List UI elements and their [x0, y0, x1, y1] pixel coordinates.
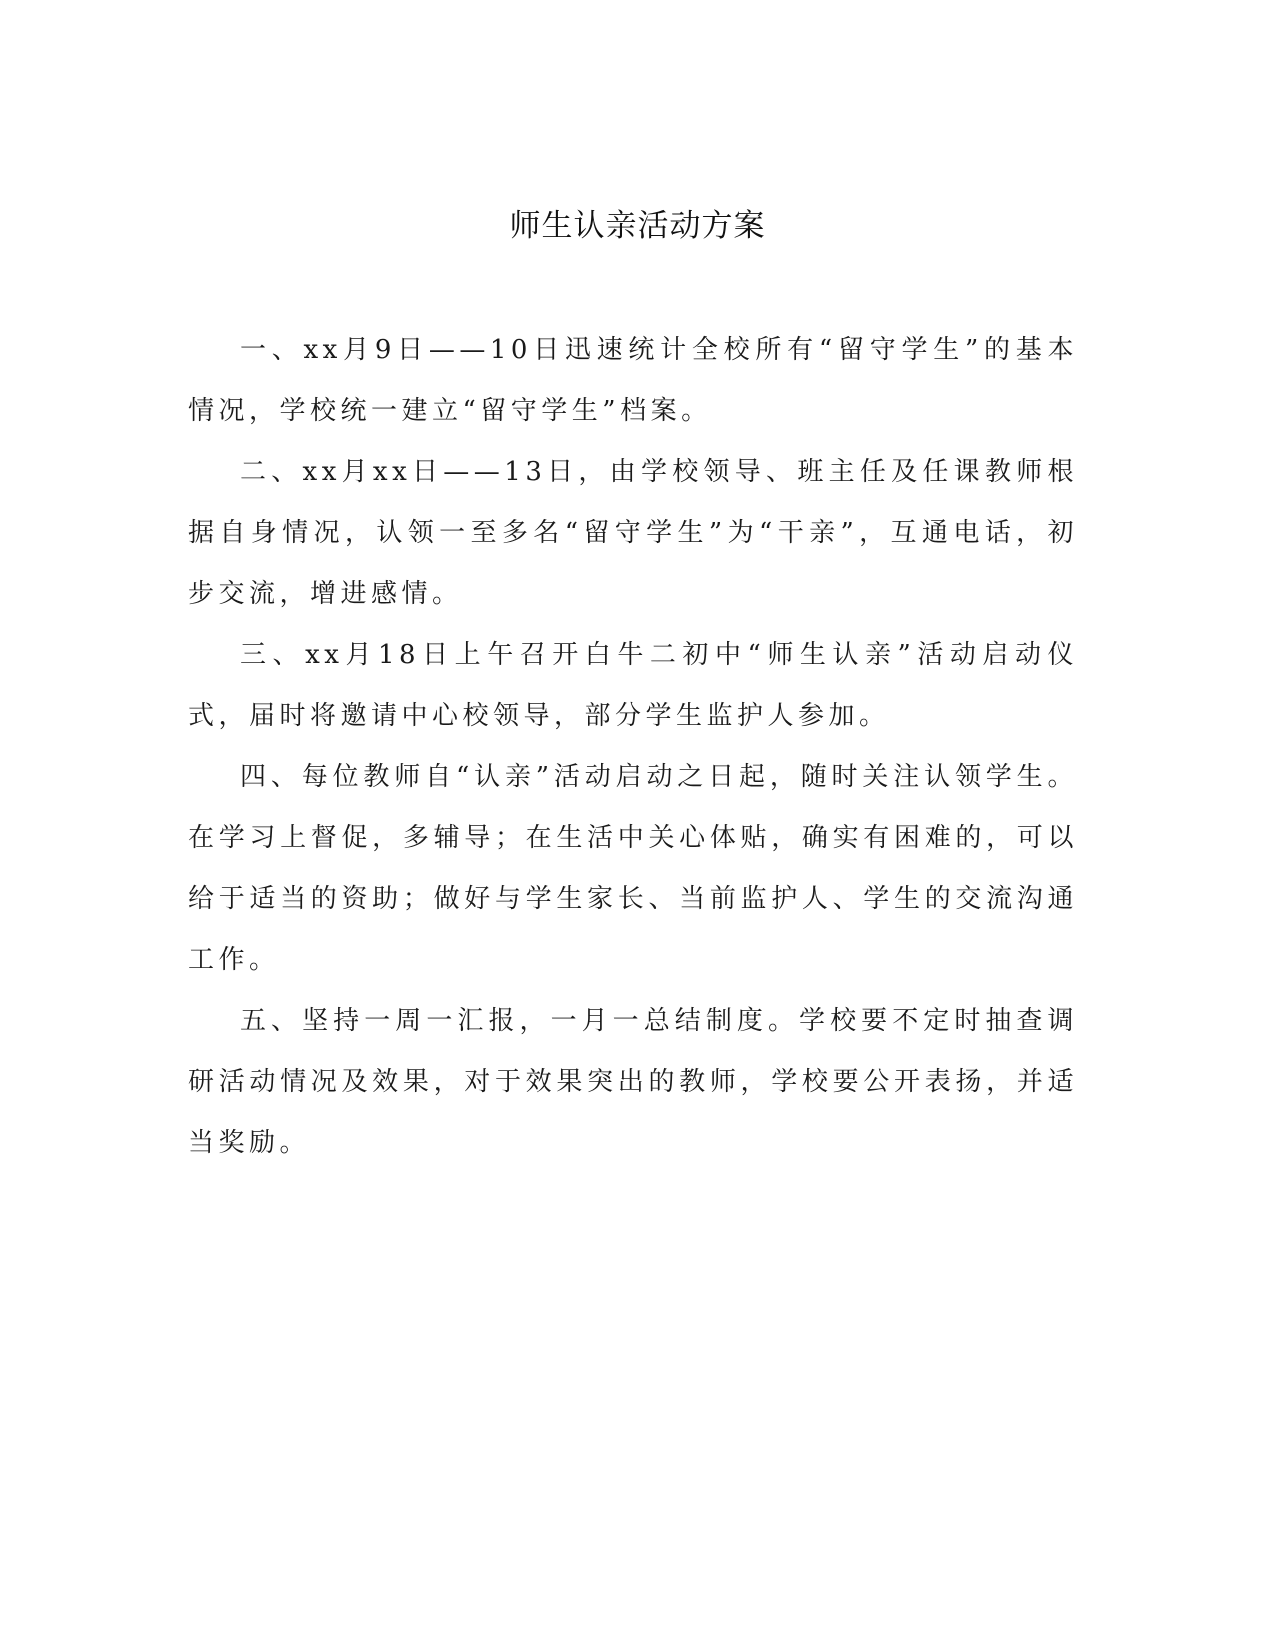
paragraph-1: 一、xx月9日——10日迅速统计全校所有“留守学生”的基本情况，学校统一建立“留守学生”档案。 [188, 335, 1078, 426]
document-body [188, 320, 1078, 1174]
paragraph-5: 五、坚持一周一汇报，一月一总结制度。学校要不定时抽查调研活动情况及效果，对于效果突出的教师，学校要公开表扬，并适当奖励。 [188, 1006, 1078, 1158]
document-title: 师生认亲活动方案 [509, 208, 766, 244]
paragraph-4: 四、每位教师自“认亲”活动启动之日起，随时关注认领学生。在学习上督促，多辅导；在生活中关心体贴，确实有困难的，可以给于适当的资助；做好与学生家长、当前监护人、学生的交流沟通工作。 [188, 762, 1078, 975]
paragraph-2: 二、xx月xx日——13日，由学校领导、班主任及任课教师根据自身情况，认领一至多名“留守学生”为“干亲”，互通电话，初步交流，增进感情。 [188, 457, 1078, 609]
paragraph-3: 三、xx月18日上午召开白牛二初中“师生认亲”活动启动仪式，届时将邀请中心校领导，部分学生监护人参加。 [188, 640, 1078, 731]
